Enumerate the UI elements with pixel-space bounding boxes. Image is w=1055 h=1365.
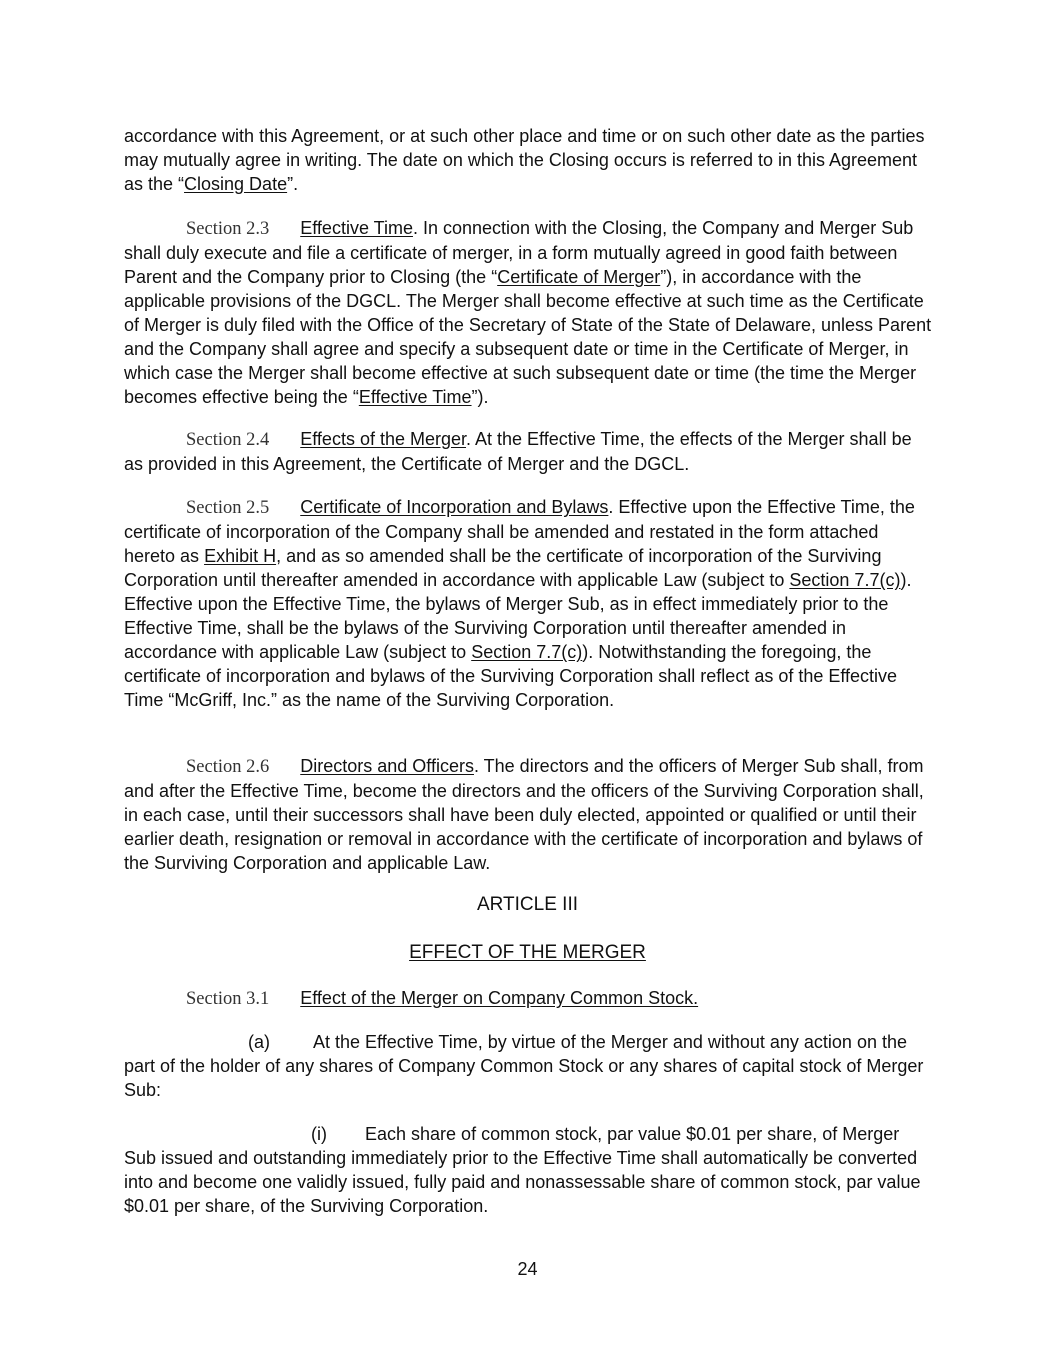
section-title: Effective Time — [300, 218, 413, 238]
paragraph-label: (i) — [311, 1124, 327, 1144]
text: ). Notwithstanding the foregoing, the certificate of incorporation and bylaws of the Surviving Corporation shall reflect as of the Effective Time “McGriff, Inc.” as the name of the Surviving Corporation. — [124, 642, 898, 710]
section-number: Section 2.5 — [186, 498, 270, 518]
paragraph-closing-date — [124, 124, 934, 196]
section-3-1 — [124, 986, 934, 1011]
article-title-text: EFFECT OF THE MERGER — [409, 942, 646, 963]
page-number: 24 — [517, 1259, 538, 1279]
text: . In connection with the Closing, the Company and Merger Sub shall duly execute and file a certificate of merger, in a form mutually agreed in good faith between Parent and the Company prior to Closing (the “ — [124, 218, 914, 287]
text: ”. — [287, 174, 299, 194]
section-reference: Section 7.7(c) — [789, 570, 901, 590]
section-title: Effects of the Merger — [300, 429, 467, 449]
section-2-4 — [124, 427, 934, 476]
section-title: Certificate of Incorporation and Bylaws — [300, 497, 609, 517]
text: ”). — [471, 387, 489, 407]
section-2-6 — [124, 754, 934, 875]
article-label: ARTICLE III — [476, 894, 578, 915]
article-title — [0, 941, 1055, 965]
text: accordance with this Agreement, or at such other place and time or on such other date as the parties may mutually agree in writing. The date on which the Closing occurs is referred to in this Agreement as the “ — [124, 126, 925, 194]
section-number: Section 2.4 — [186, 430, 270, 450]
defined-term-closing-date: Closing Date — [184, 174, 288, 194]
section-title: Effect of the Merger on Company Common Stock. — [300, 988, 699, 1008]
paragraph-a — [124, 1030, 934, 1102]
text: . At the Effective Time, the effects of the Merger shall be as provided in this Agreement, the Certificate of Merger and the DGCL. — [124, 429, 912, 474]
section-2-5 — [124, 495, 934, 712]
text: ”), in accordance with the applicable provisions of the DGCL. The Merger shall become effective at such time as the Certificate of Merger is duly filed with the Office of the Secretary of State of the State of Delaware, unless Parent and the Company shall agree and specify a subsequent date or time in the Certificate of Merger, in which case the Merger shall become effective at such subsequent date or time (the time the Merger becomes effective being the “ — [124, 267, 932, 407]
section-reference: Section 7.7(c) — [471, 642, 583, 662]
exhibit-reference: Exhibit H — [204, 546, 277, 566]
defined-term-certificate-of-merger: Certificate of Merger — [497, 267, 661, 287]
text: At the Effective Time, by virtue of the Merger and without any action on the part of the holder of any shares of Company Common Stock or any shares of capital stock of Merger Sub: — [124, 1032, 924, 1100]
defined-term-effective-time: Effective Time — [358, 387, 472, 407]
section-2-3 — [124, 216, 934, 409]
paragraph-i — [124, 1122, 934, 1218]
section-title: Directors and Officers — [300, 756, 474, 776]
text: . Effective upon the Effective Time, the certificate of incorporation of the Company shall be amended and restated in the form attached hereto as — [124, 497, 915, 566]
section-number: Section 3.1 — [186, 989, 270, 1009]
text: ). Effective upon the Effective Time, the bylaws of Merger Sub, as in effect immediately prior to the Effective Time, shall be the bylaws of the Surviving Corporation until thereafter amended in accordance with applicable Law (subject to — [124, 570, 912, 662]
section-number: Section 2.3 — [186, 219, 270, 239]
text: Each share of common stock, par value $0.01 per share, of Merger Sub issued and outstanding immediately prior to the Effective Time shall automatically be converted into and become one validly issued, fully paid and nonassessable share of common stock, par value $0.01 per share, of the Surviving Corporation. — [124, 1124, 921, 1216]
section-number: Section 2.6 — [186, 757, 270, 777]
text: . The directors and the officers of Merger Sub shall, from and after the Effective Time, become the directors and the officers of the Surviving Corporation shall, in each case, until their successors shall have been duly elected, appointed or qualified or until their earlier death, resignation or removal in accordance with the certificate of incorporation and bylaws of the Surviving Corporation and applicable Law. — [124, 756, 924, 873]
text: , and as so amended shall be the certificate of incorporation of the Surviving Corporation until thereafter amended in accordance with applicable Law (subject to — [124, 546, 882, 590]
paragraph-label: (a) — [248, 1032, 270, 1052]
